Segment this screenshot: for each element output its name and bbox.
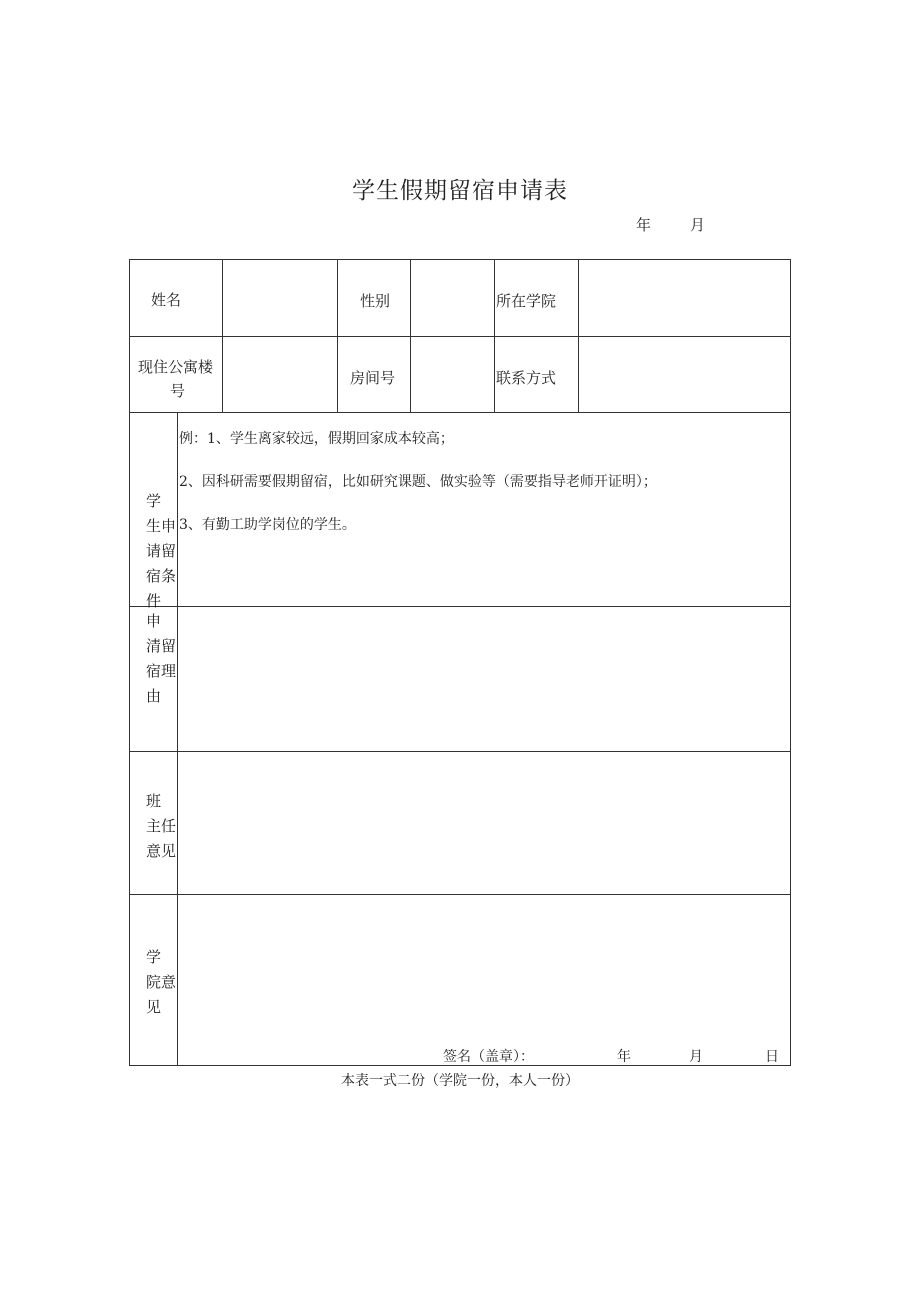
conditions-label-line: 请留 xyxy=(146,542,177,560)
gender-field[interactable] xyxy=(411,260,494,336)
teacher-opinion-field[interactable] xyxy=(178,752,790,894)
condition-item: 2、因科研需要假期留宿，比如研究课题、做实验等（需要指导老师开证明）； xyxy=(179,474,657,490)
reason-label-line: 清留 xyxy=(146,637,177,655)
college-label-line: 学 xyxy=(146,948,162,966)
building-label-line1: 现住公寓楼 xyxy=(138,358,214,376)
reason-label-line: 宿理 xyxy=(146,662,177,680)
reason-label-line: 由 xyxy=(146,687,162,705)
contact-label: 联系方式 xyxy=(496,369,557,387)
college-field[interactable] xyxy=(579,260,790,336)
building-field[interactable] xyxy=(223,337,337,412)
signature-month-label: 月 xyxy=(689,1049,703,1065)
signature-year-label: 年 xyxy=(617,1049,631,1065)
conditions-label xyxy=(146,489,176,614)
conditions-label-line: 生申 xyxy=(146,517,177,535)
college-label-line: 见 xyxy=(146,998,162,1016)
condition-item: 3、有勤工助学岗位的学生。 xyxy=(179,517,356,533)
college-opinion-field[interactable] xyxy=(178,895,790,1035)
college-opinion-label xyxy=(146,945,176,1020)
name-field[interactable] xyxy=(223,260,337,336)
form-title: 学生假期留宿申请表 xyxy=(352,178,568,204)
gender-label: 性别 xyxy=(360,292,391,310)
reason-field[interactable] xyxy=(178,607,790,751)
condition-item: 例：1、学生离家较远，假期回家成本较高； xyxy=(179,431,454,447)
teacher-label-line: 主任 xyxy=(146,817,177,835)
signature-label: 签名（盖章）： xyxy=(443,1049,534,1065)
teacher-opinion-label xyxy=(146,789,176,864)
room-field[interactable] xyxy=(411,337,494,412)
contact-field[interactable] xyxy=(579,337,790,412)
college-label-line: 院意 xyxy=(146,973,177,991)
room-label: 房间号 xyxy=(350,369,396,387)
college-label: 所在学院 xyxy=(496,292,557,310)
teacher-label-line: 班 xyxy=(146,792,162,810)
building-label-line2: 号 xyxy=(170,382,186,400)
teacher-label-line: 意见 xyxy=(146,842,177,860)
conditions-label-line: 学 xyxy=(146,492,162,510)
footer-note: 本表一式二份（学院一份，本人一份） xyxy=(341,1073,579,1089)
conditions-label-line: 宿条 xyxy=(146,567,177,585)
reason-label-line: 申 xyxy=(146,612,162,630)
conditions-label-line: 件 xyxy=(146,592,162,610)
date-month-label: 月 xyxy=(690,216,706,234)
date-year-label: 年 xyxy=(636,216,652,234)
name-label: 姓名 xyxy=(151,291,182,309)
signature-day-label: 日 xyxy=(765,1049,779,1065)
reason-label xyxy=(146,609,176,709)
